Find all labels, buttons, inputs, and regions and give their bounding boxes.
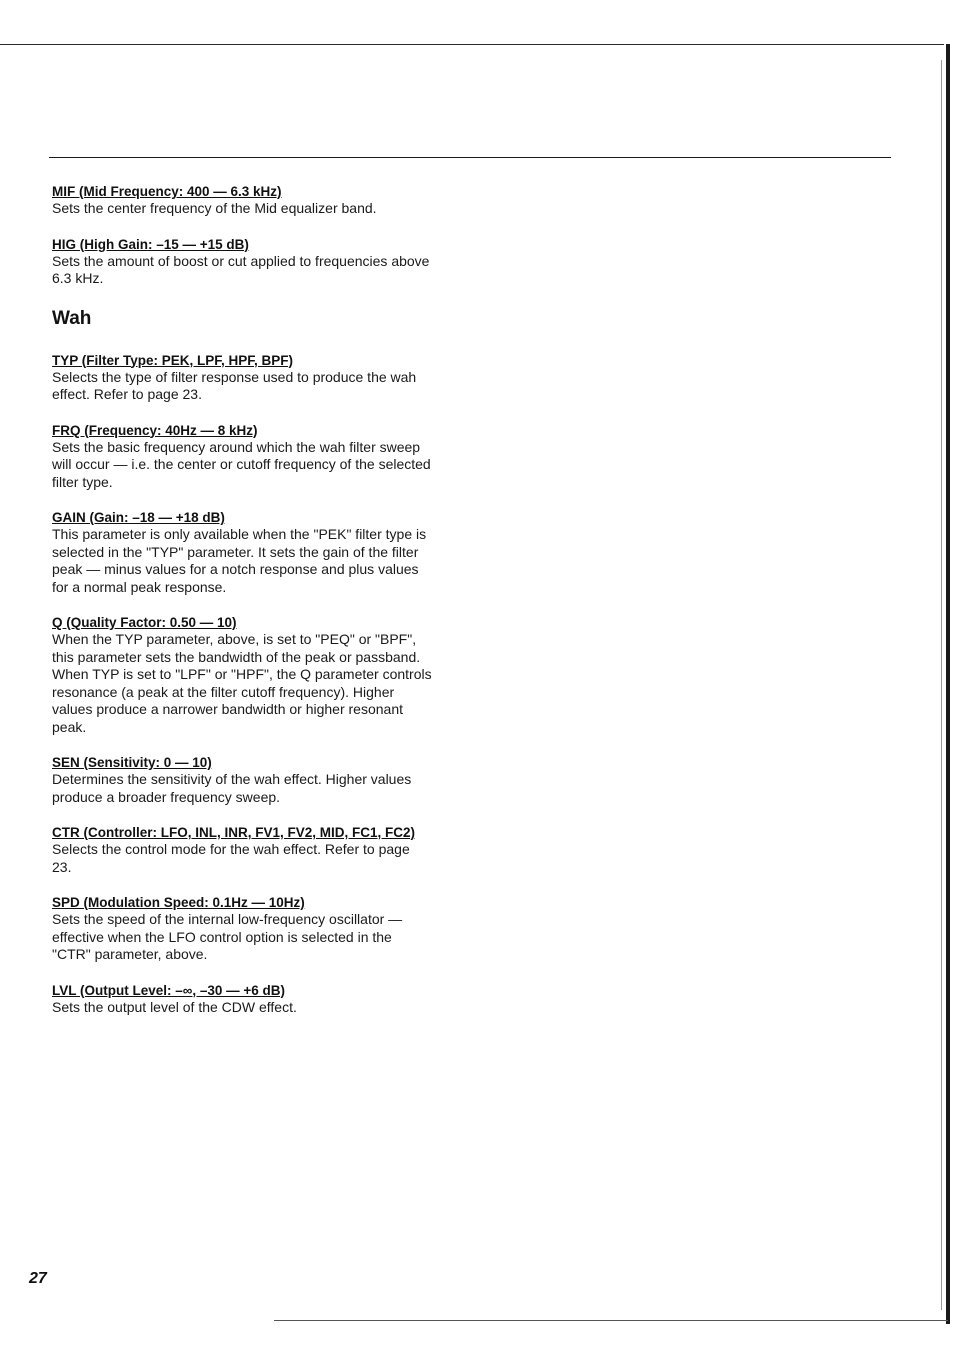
section-title: Wah	[52, 307, 92, 329]
parameter-description: Sets the output level of the CDW effect.	[52, 998, 297, 1015]
parameter-description: Sets the basic frequency around which the wah filter sweep will occur — i.e. the center or cutoff frequency of the selected filter type.	[52, 438, 431, 490]
parameter-heading: FRQ (Frequency: 40Hz — 8 kHz)	[52, 422, 258, 438]
parameter-heading: GAIN (Gain: –18 — +18 dB)	[52, 510, 225, 525]
page-content	[52, 183, 452, 1034]
parameter-entry-sen	[52, 754, 452, 806]
bottom-rule	[274, 1320, 948, 1321]
parameter-description: This parameter is only available when the "PEK" filter type is selected in the "TYP" parameter. It sets the gain of the filter peak — minus values for a notch response and plus values for a normal peak response.	[52, 526, 427, 595]
parameter-entry-frq	[52, 422, 452, 492]
parameter-heading: SEN (Sensitivity: 0 — 10)	[52, 755, 212, 770]
parameter-heading: CTR (Controller: LFO, INL, INR, FV1, FV2, MID, FC1, FC2)	[52, 825, 416, 840]
top-rule	[0, 44, 944, 45]
parameter-entry-q	[52, 614, 452, 736]
parameter-entry-typ	[52, 352, 452, 404]
parameter-entry-gain	[52, 509, 452, 596]
parameter-heading: HIG (High Gain: –15 — +15 dB)	[52, 236, 249, 252]
parameter-heading: Q (Quality Factor: 0.50 — 10)	[52, 615, 237, 630]
page-number: 27	[29, 1270, 47, 1287]
parameter-entry-lvl	[52, 982, 452, 1017]
parameter-description: Sets the center frequency of the Mid equalizer band.	[52, 200, 377, 216]
parameter-heading: MIF (Mid Frequency: 400 — 6.3 kHz)	[52, 184, 282, 199]
right-edge-line	[941, 60, 942, 1310]
parameter-description: Sets the amount of boost or cut applied to frequencies above 6.3 kHz.	[52, 252, 430, 286]
parameter-description: Determines the sensitivity of the wah effect. Higher values produce a broader frequency sweep.	[52, 771, 412, 805]
parameter-heading: SPD (Modulation Speed: 0.1Hz — 10Hz)	[52, 895, 305, 910]
parameter-entry-spd	[52, 894, 452, 964]
parameter-heading: LVL (Output Level: –∞, –30 — +6 dB)	[52, 982, 286, 998]
right-edge-bar	[946, 44, 950, 1324]
parameter-entry-ctr	[52, 824, 452, 876]
parameter-entry-mif	[52, 183, 452, 218]
parameter-description: Selects the control mode for the wah effect. Refer to page 23.	[52, 841, 410, 875]
parameter-description: When the TYP parameter, above, is set to "PEQ" or "BPF", this parameter sets the bandwidth of the peak or passband. When TYP is set to "LPF" or "HPF", the Q parameter controls resonance (a peak at the filter cutoff frequency). Higher values produce a narrower bandwidth or higher resonant peak.	[52, 631, 432, 735]
header-rule	[49, 157, 891, 158]
parameter-entry-hig	[52, 236, 452, 288]
parameter-description: Sets the speed of the internal low-frequency oscillator — effective when the LFO control option is selected in the "CTR" parameter, above.	[52, 911, 403, 962]
parameter-description: Selects the type of filter response used to produce the wah effect. Refer to page 23.	[52, 368, 417, 402]
parameter-heading: TYP (Filter Type: PEK, LPF, HPF, BPF)	[52, 352, 294, 368]
